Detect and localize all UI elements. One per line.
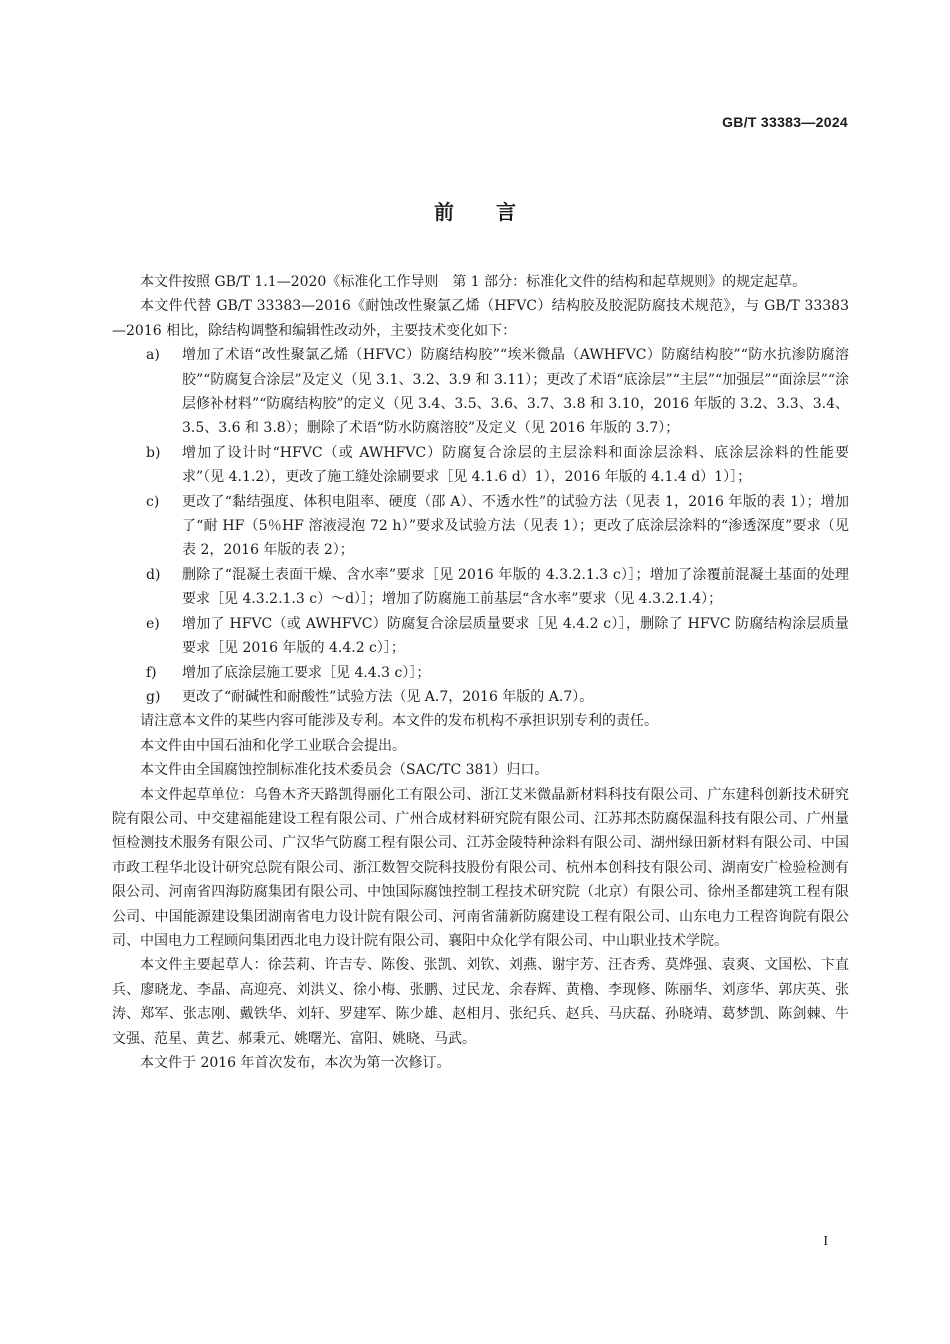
changes-list [112,343,849,709]
list-item [112,343,849,441]
list-item-text: 增加了 HFVC（或 AWHFVC）防腐复合涂层质量要求［见 4.4.2 c）］，删除了 HFVC 防腐结构涂层质量要求［见 2016 年版的 4.4.2 c）］； [182,615,849,657]
list-item [112,441,849,490]
list-marker: a) [146,347,160,364]
list-item [112,661,849,685]
list-item-text: 更改了“黏结强度、体积电阻率、硬度（邵 A）、不透水性”的试验方法（见表 1，2016 年版的表 1）；增加了“耐 HF（5％HF 溶液浸泡 72 h）”要求及试验方法（见表 1）；更改了底涂层涂料的“渗透深度”要求（见表 2，2016 年版的表 2）； [182,493,849,559]
list-item-text: 增加了底涂层施工要求［见 4.4.3 c）］； [182,664,431,681]
paragraph-revision-history: 本文件于 2016 年首次发布，本次为第一次修订。 [140,1055,451,1071]
list-marker: c) [146,493,160,510]
list-marker: e) [146,615,160,632]
list-item [112,612,849,661]
paragraph-committee: 本文件由全国腐蚀控制标准化技术委员会（SAC/TC 381）归口。 [140,762,549,779]
list-item-text: 增加了术语“改性聚氯乙烯（HFVC）防腐结构胶”“埃米微晶（AWHFVC）防腐结构胶”“防水抗渗防腐溶胶”“防腐复合涂层”及定义（见 3.1、3.2、3.9 和 3.11）；更改了术语“底涂层”“主层”“加强层”“面涂层”“涂层修补材料”“防腐结构胶”的定义（见 3.4、3.5、3.6、3.7、3.8 和 3.10，2016 年版的 3.2、3.3、3.4、3.5、3.6 和 3.8）；删除了术语“防水防腐溶胶”及定义（见 2016 年版的 3.7）； [182,347,849,437]
list-marker: d) [146,566,161,583]
page-number: I [823,1234,828,1249]
list-marker: g) [146,688,161,705]
standard-number: GB/T 33383—2024 [722,114,848,130]
list-item-text: 增加了设计时“HFVC（或 AWHFVC）防腐复合涂层的主层涂料和面涂层涂料、底涂层涂料的性能要求”（见 4.1.2），更改了施工缝处涂刷要求［见 4.1.6 d）1），2016 年版的 4.1.4 d）1）］； [182,444,849,486]
paragraph-proposer: 本文件由中国石油和化学工业联合会提出。 [140,737,406,754]
paragraph-drafting-rules: 本文件按照 GB/T 1.1—2020《标准化工作导则 第 1 部分：标准化文件的结构和起草规则》的规定起草。 [140,274,807,290]
list-item [112,685,849,709]
list-item [112,490,849,563]
list-item-text: 更改了“耐碱性和耐酸性”试验方法（见 A.7，2016 年版的 A.7）。 [182,688,594,705]
paragraph-drafting-units: 本文件起草单位：乌鲁木齐天路凯得丽化工有限公司、浙江艾米微晶新材料科技有限公司、广东建科创新技术研究院有限公司、中交建福能建设工程有限公司、广州合成材料研究院有限公司、江苏邦杰防腐保温科技有限公司、广州量恒检测技术服务有限公司、广汉华气防腐工程有限公司、江苏金陵特种涂料有限公司、湖州绿田新材料有限公司、中国市政工程华北设计研究总院有限公司、浙江数智交院科技股份有限公司、杭州本创科技有限公司、湖南安广检验检测有限公司、河南省四海防腐集团有限公司、中蚀国际腐蚀控制工程技术研究院（北京）有限公司、徐州圣都建筑工程有限公司、中国能源建设集团湖南省电力设计院有限公司、河南省蒲新防腐建设工程有限公司、山东电力工程咨询院有限公司、中国电力工程顾问集团西北电力设计院有限公司、襄阳中众化学有限公司、中山职业技术学院。 [112,786,849,949]
paragraph-drafters: 本文件主要起草人：徐芸莉、许吉专、陈俊、张凯、刘钦、刘燕、谢宇芳、汪杏秀、莫烨强、袁爽、文国松、卞直兵、廖晓龙、李晶、高迎亮、刘洪义、徐小梅、张鹏、过民龙、余春辉、黄櫓、李现修、陈丽华、刘彦华、郭庆英、张涛、郑军、张志刚、戴铁华、刘轩、罗建军、陈少雄、赵相月、张纪兵、赵兵、马庆磊、孙晓靖、葛梦凯、陈剑棘、牛文强、范星、黄艺、郝秉元、姚曙光、富阳、姚晓、马武。 [112,957,849,1047]
list-item [112,563,849,612]
list-marker: b) [146,444,161,461]
paragraph-replacement: 本文件代替 GB/T 33383—2016《耐蚀改性聚氯乙烯（HFVC）结构胶及胶泥防腐技术规范》，与 GB/T 33383—2016 相比，除结构调整和编辑性改动外，主要技术变化如下： [112,298,849,339]
paragraph-patent-notice: 请注意本文件的某些内容可能涉及专利。本文件的发布机构不承担识别专利的责任。 [140,713,658,730]
page-title: 前言 [434,200,558,224]
list-item-text: 删除了“混凝土表面干燥、含水率”要求［见 2016 年版的 4.3.2.1.3 c）］；增加了涂覆前混凝土基面的处理要求［见 4.3.2.1.3 c）～d）］；增加了防腐施工前基层“含水率”要求（见 4.3.2.1.4）； [182,566,849,608]
list-marker: f) [146,664,157,681]
foreword-body [112,270,849,1075]
